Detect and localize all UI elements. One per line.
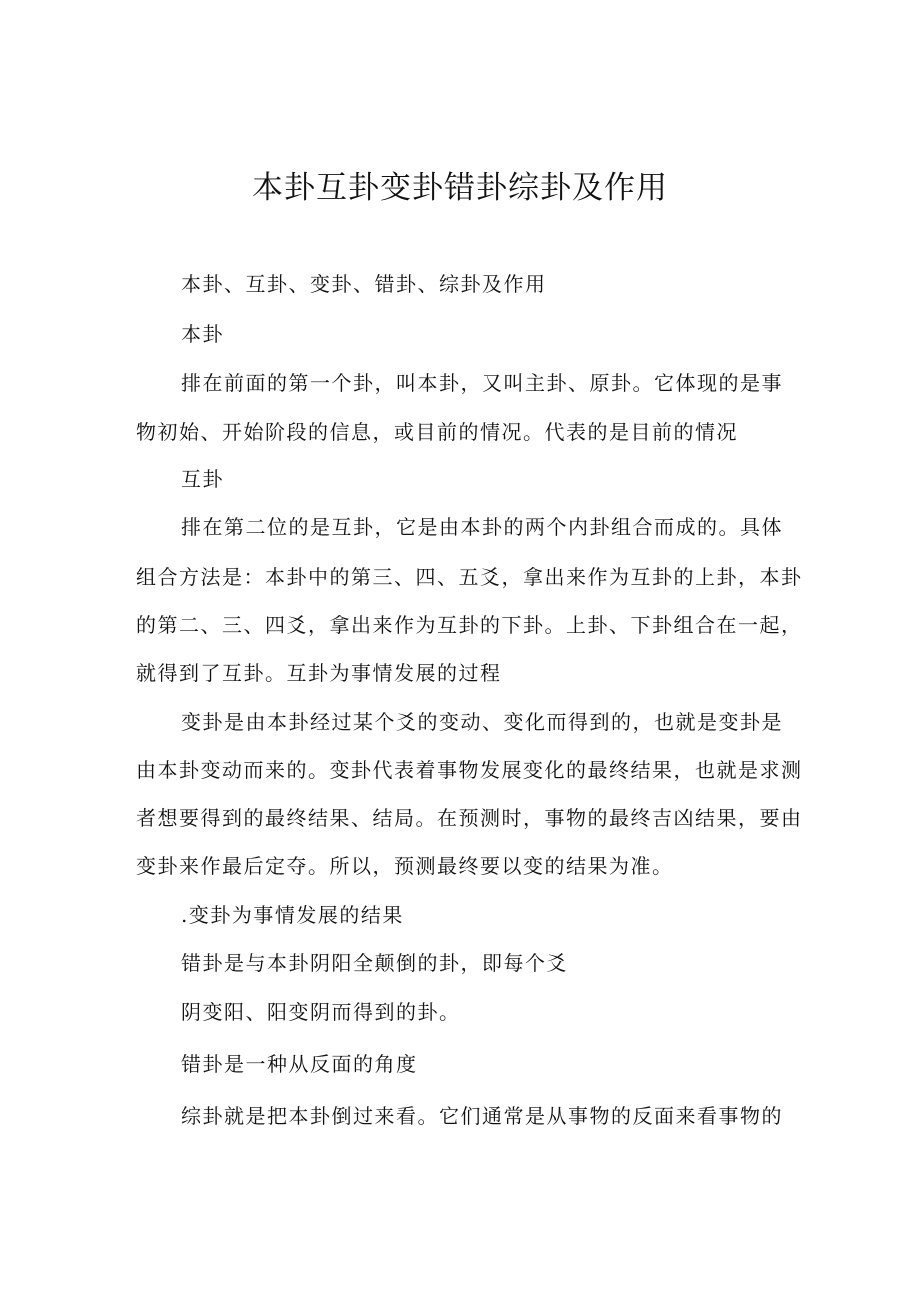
paragraph-line: 由本卦变动而来的。变卦代表着事物发展变化的最终结果，也就是求测: [136, 758, 803, 782]
subtitle-line: 本卦、互卦、变卦、错卦、综卦及作用: [181, 272, 547, 296]
paragraph-line: 错卦是一种从反面的角度: [181, 1052, 418, 1076]
paragraph-line: 的第二、三、四爻，拿出来作为互卦的下卦。上卦、下卦组合在一起，: [136, 613, 803, 637]
paragraph-line: 综卦就是把本卦倒过来看。它们通常是从事物的反面来看事物的: [181, 1104, 783, 1128]
paragraph-line: 变卦是由本卦经过某个爻的变动、变化而得到的，也就是变卦是: [181, 710, 783, 734]
paragraph-line: 组合方法是：本卦中的第三、四、五爻，拿出来作为互卦的上卦，本卦: [136, 565, 803, 589]
paragraph-line: .变卦为事情发展的结果: [181, 903, 404, 927]
paragraph-line: 阴变阳、阳变阴而得到的卦。: [181, 1000, 461, 1024]
paragraph-line: 排在前面的第一个卦，叫本卦，又叫主卦、原卦。它体现的是事: [181, 371, 783, 395]
paragraph-line: 排在第二位的是互卦，它是由本卦的两个内卦组合而成的。具体: [181, 515, 783, 539]
paragraph-line: 物初始、开始阶段的信息，或目前的情况。代表的是目前的情况: [136, 420, 738, 444]
paragraph-line: 变卦来作最后定夺。所以，预测最终要以变的结果为准。: [136, 854, 674, 878]
paragraph-line: 错卦是与本卦阴阳全颠倒的卦，即每个爻: [181, 951, 568, 975]
document-title: 本卦互卦变卦错卦综卦及作用: [252, 170, 668, 206]
heading-bengua: 本卦: [181, 322, 224, 346]
heading-hugua: 互卦: [181, 467, 224, 491]
paragraph-line: 就得到了互卦。互卦为事情发展的过程: [136, 661, 502, 685]
paragraph-line: 者想要得到的最终结果、结局。在预测时，事物的最终吉凶结果，要由: [136, 806, 803, 830]
